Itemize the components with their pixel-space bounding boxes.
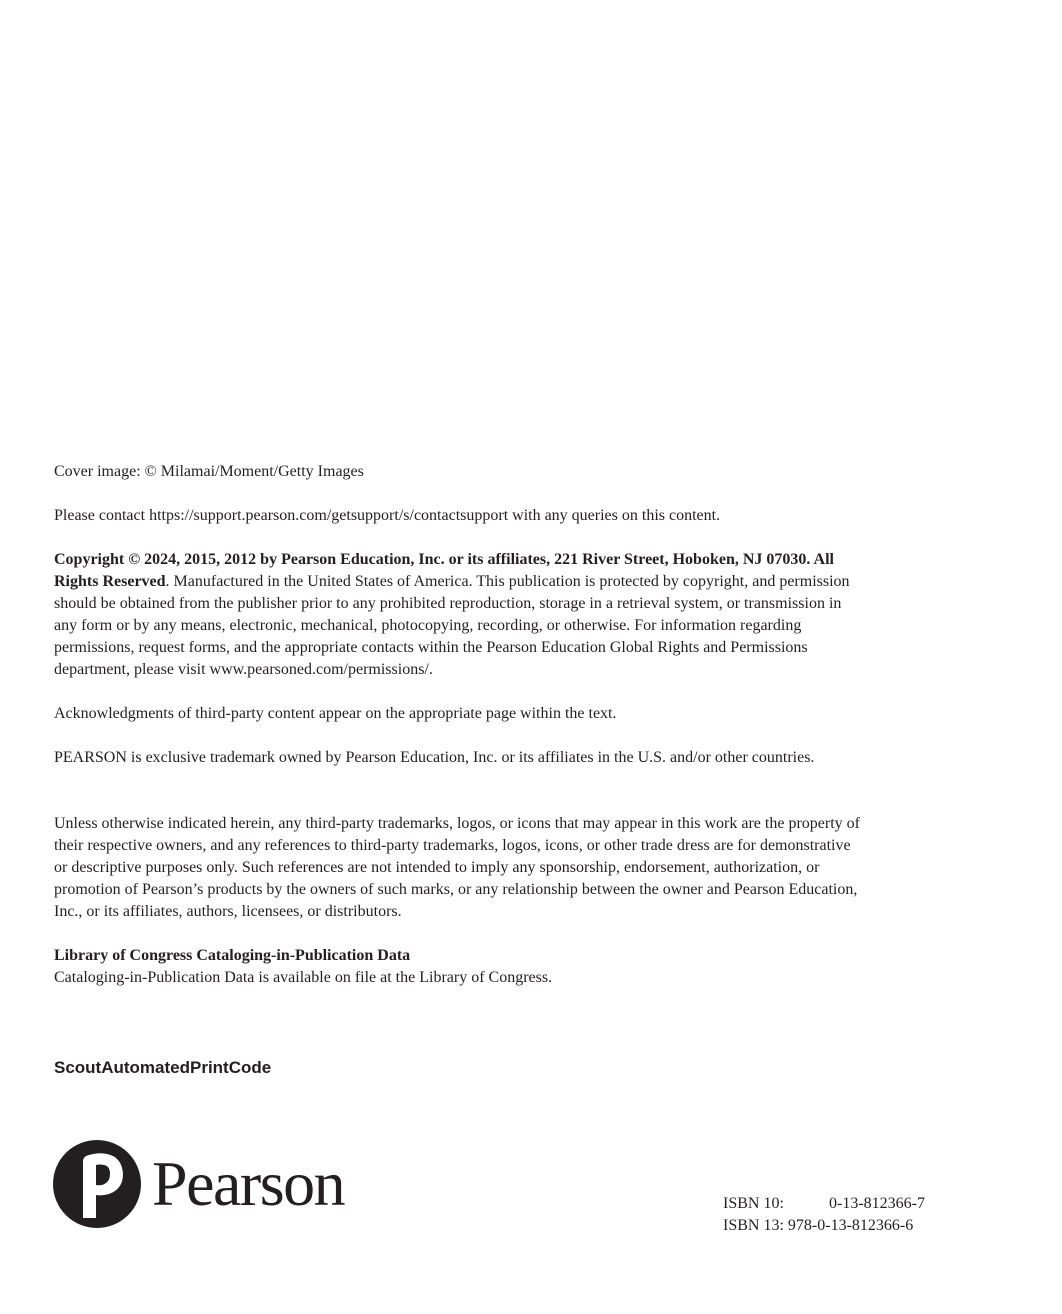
cip-section — [54, 945, 864, 989]
pearson-p-icon — [52, 1136, 142, 1232]
cip-heading: Library of Congress Cataloging-in-Publication Data — [54, 947, 411, 964]
copyright-statement: Copyright © 2024, 2015, 2012 by Pearson Education, Inc. or its affiliates, 221 River Street, Hoboken, NJ 07030. All Rights Reserved — [54, 551, 834, 590]
isbn-10-label: ISBN 10: — [723, 1195, 784, 1212]
isbn-10-value: 0-13-812366-7 — [829, 1195, 925, 1212]
isbn-13-label: ISBN 13: — [723, 1217, 784, 1234]
isbn-10-row — [723, 1193, 925, 1215]
isbn-13-row — [723, 1215, 925, 1237]
contact-line: Please contact https://support.pearson.com/getsupport/s/contactsupport with any queries on this content. — [54, 507, 721, 524]
trademark-paragraph: PEARSON is exclusive trademark owned by Pearson Education, Inc. or its affiliates in the U.S. and/or other countries. — [54, 749, 815, 766]
copyright-body: . Manufactured in the United States of America. This publication is protected by copyright, and permission should be obtained from the publisher prior to any prohibited reproduction, storage in a retrieval system, or transmission in any form or by any means, electronic, mechanical, photocopying, recording, or otherwise. For information regarding permissions, request forms, and the appropriate contacts within the Pearson Education Global Rights and Permissions department, please visit www.pearsoned.com/permissions/. — [54, 573, 850, 678]
cover-credit: Cover image: © Milamai/Moment/Getty Images — [54, 463, 364, 480]
third-party-paragraph: Unless otherwise indicated herein, any third-party trademarks, logos, or icons that may appear in this work are the property of their respective owners, and any references to third-party trademarks, logos, icons, or other trade dress are for demonstrative or descriptive purposes only. Such references are not intended to imply any sponsorship, endorsement, authorization, or promotion of Pearson’s products by the owners of such marks, or any relationship between the owner and Pearson Education, Inc., or its affiliates, authors, licensees, or distributors. — [54, 815, 860, 920]
copyright-paragraph — [54, 549, 864, 681]
print-code: ScoutAutomatedPrintCode — [54, 1058, 272, 1077]
isbn-block — [723, 1193, 925, 1237]
acknowledgments-line: Acknowledgments of third-party content appear on the appropriate page within the text. — [54, 705, 617, 722]
pearson-wordmark: Pearson — [152, 1148, 345, 1219]
pearson-logo — [52, 1136, 372, 1234]
cip-body: Cataloging-in-Publication Data is available on file at the Library of Congress. — [54, 969, 553, 986]
isbn-13-value: 978-0-13-812366-6 — [787, 1217, 914, 1234]
